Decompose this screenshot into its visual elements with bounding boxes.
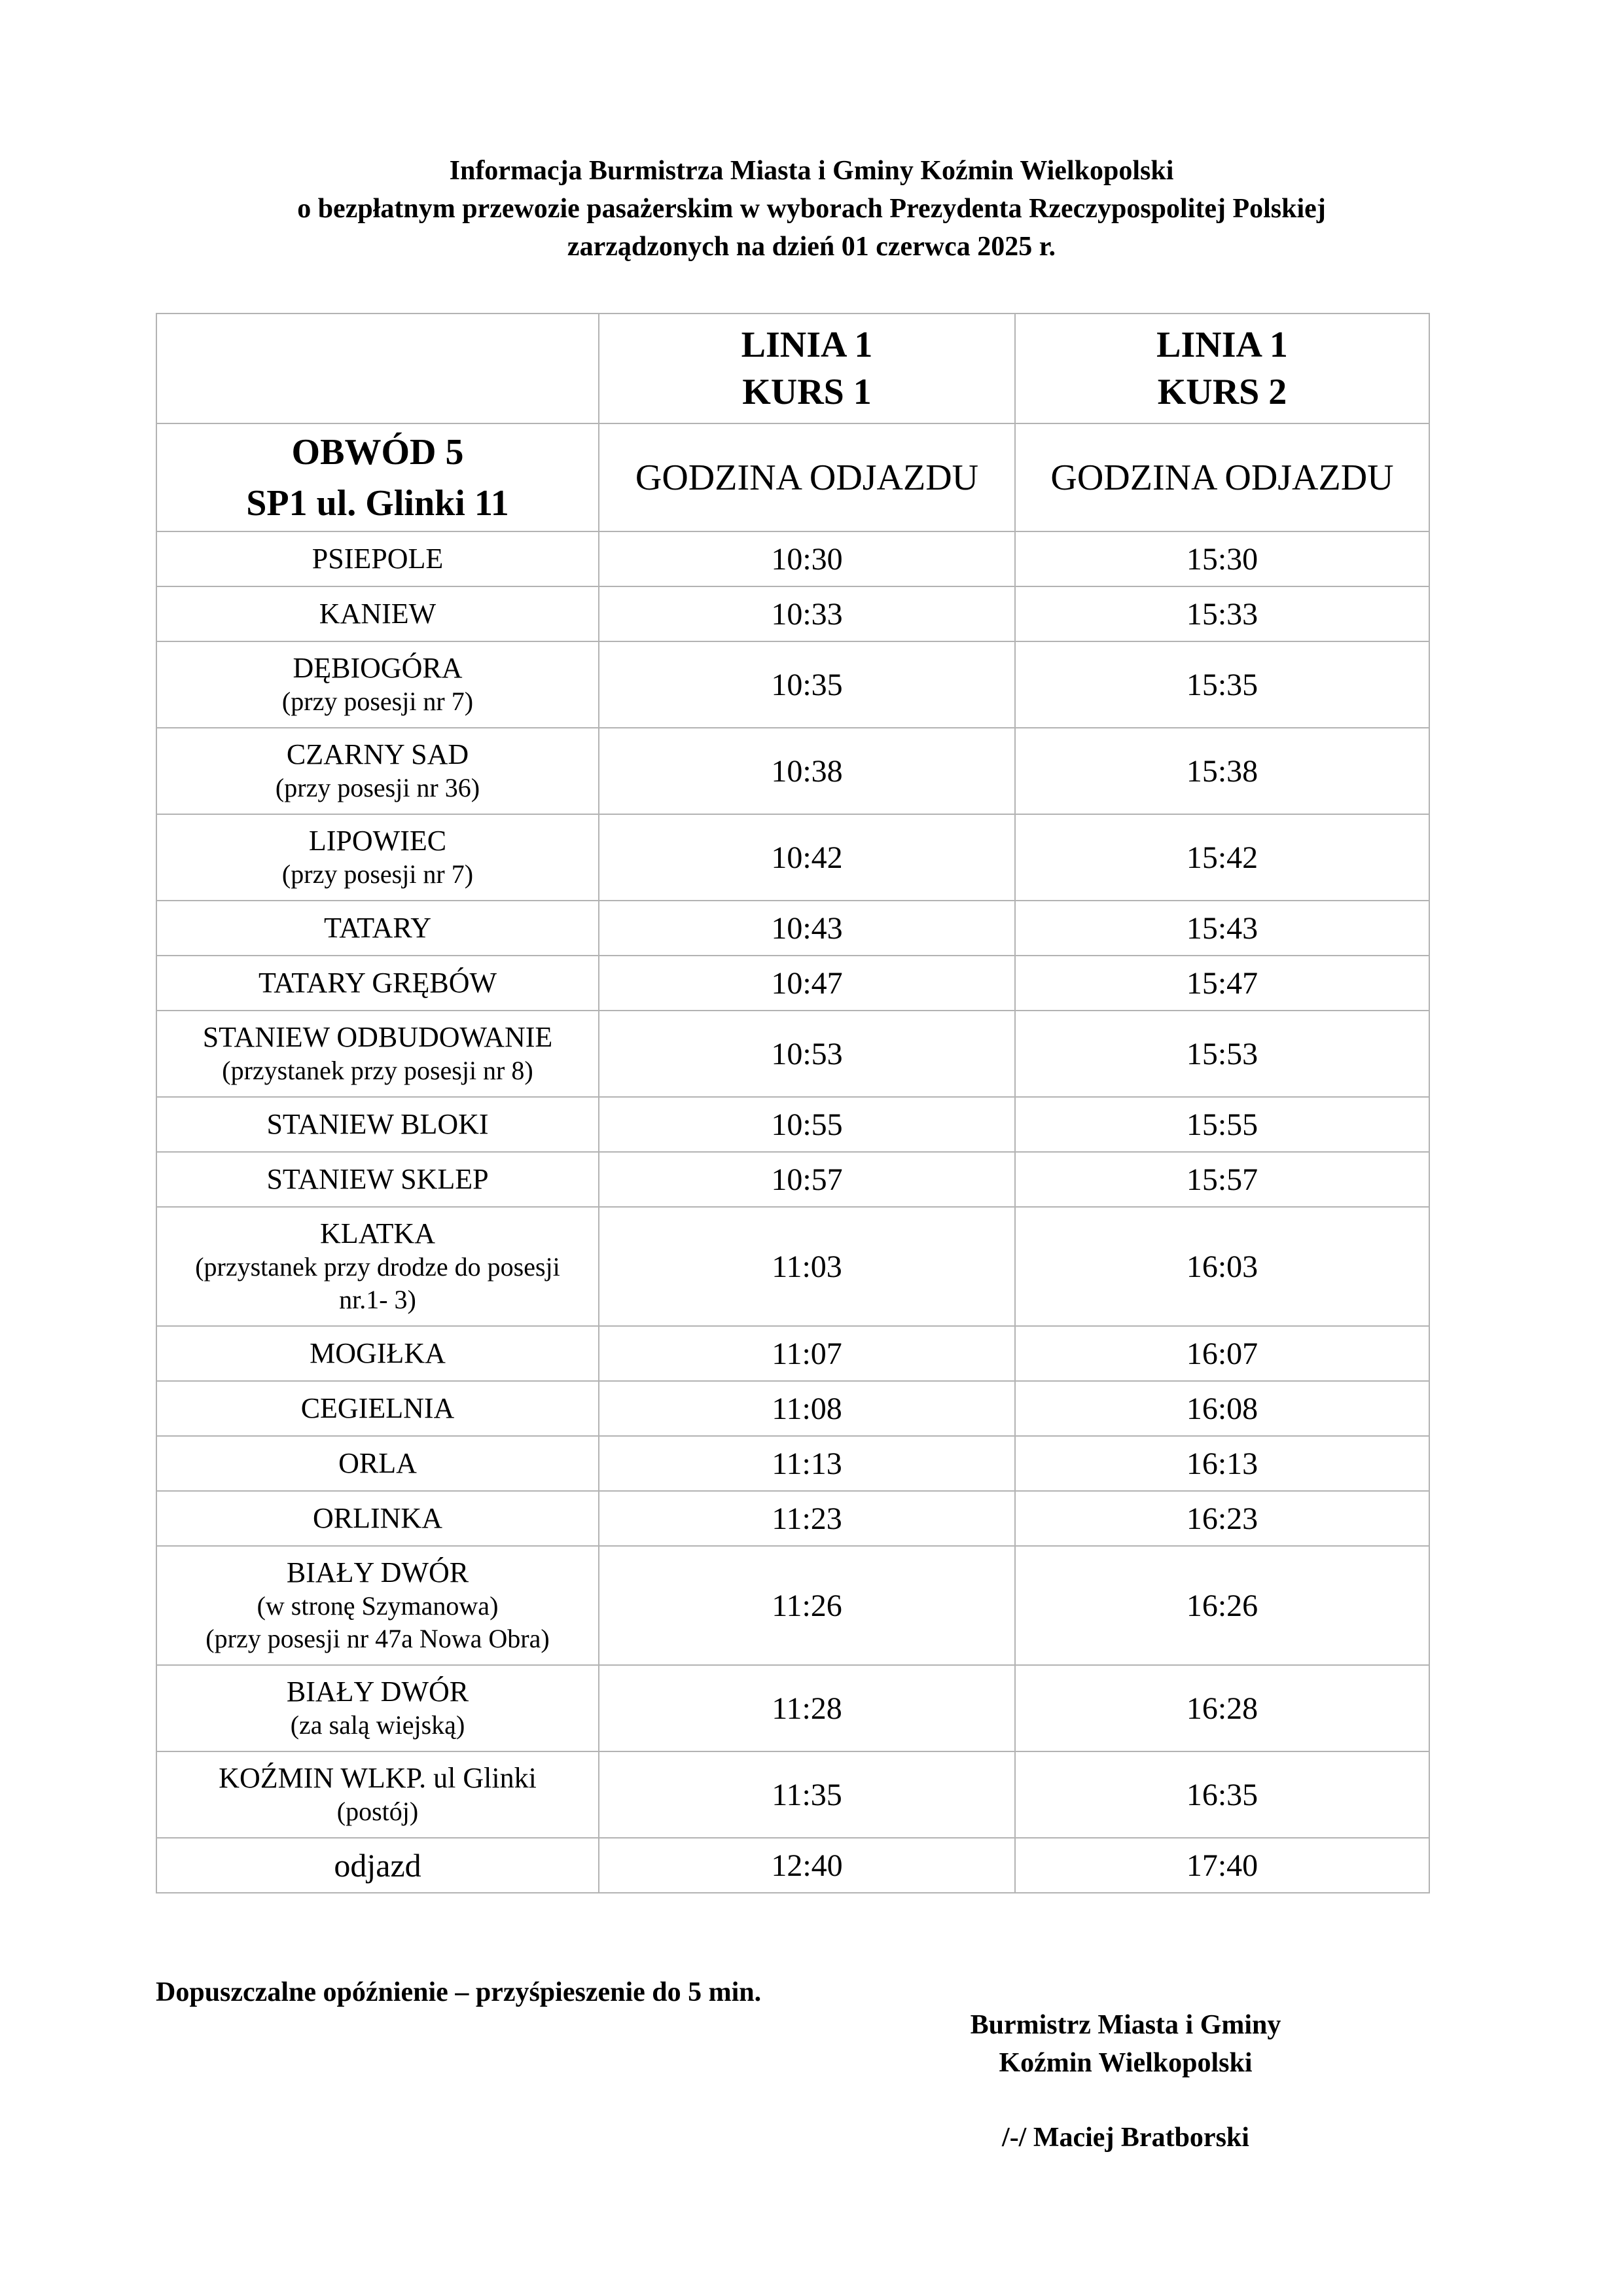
- departure-time-kurs-2: 16:13: [1015, 1436, 1429, 1491]
- stop-name: PSIEPOLE: [312, 543, 444, 575]
- table-row: [156, 1207, 1429, 1326]
- delay-note: Dopuszczalne opóźnienie – przyśpieszenie do 5 min.: [156, 1977, 762, 2007]
- stop-cell: [156, 1326, 599, 1381]
- stop-name: DĘBIOGÓRA: [293, 652, 463, 684]
- departure-time-kurs-1: 11:03: [599, 1207, 1015, 1326]
- table-row: [156, 1097, 1429, 1152]
- table-row: [156, 531, 1429, 586]
- stop-detail: nr.1- 3): [339, 1285, 416, 1314]
- departure-time-kurs-1: 11:28: [599, 1665, 1015, 1751]
- departure-time-kurs-1: 10:38: [599, 728, 1015, 814]
- stop-detail: (postój): [336, 1797, 419, 1826]
- stop-cell: [156, 814, 599, 901]
- table-row: [156, 1751, 1429, 1838]
- obwod-label: OBWÓD 5: [291, 431, 464, 473]
- departure-time-kurs-2: 15:38: [1015, 728, 1429, 814]
- signature-block: [903, 2006, 1348, 2157]
- table-header-row: [156, 314, 1429, 423]
- table-row: [156, 901, 1429, 956]
- signature-title-1: Burmistrz Miasta i Gminy: [970, 2010, 1281, 2040]
- table-subheader-row: [156, 423, 1429, 531]
- schedule-table: [156, 313, 1430, 1893]
- stop-cell: [156, 1011, 599, 1097]
- stop-cell: [156, 1436, 599, 1491]
- departure-time-kurs-2: 15:53: [1015, 1011, 1429, 1097]
- departure-time-kurs-1: 10:53: [599, 1011, 1015, 1097]
- stop-cell: [156, 641, 599, 728]
- header-line-2: o bezpłatnym przewozie pasażerskim w wyborach Prezydenta Rzeczypospolitej Polskiej: [297, 194, 1326, 224]
- departure-time-kurs-2: 16:26: [1015, 1546, 1429, 1665]
- stop-name: CZARNY SAD: [286, 738, 469, 770]
- departure-time-kurs-1: 10:55: [599, 1097, 1015, 1152]
- departure-time-kurs-2: 16:28: [1015, 1665, 1429, 1751]
- departure-time-kurs-1: 10:47: [599, 956, 1015, 1011]
- column-header-kurs: KURS 2: [1157, 372, 1287, 412]
- stop-detail: (przystanek przy drodze do posesji: [195, 1252, 560, 1282]
- stop-cell: [156, 1665, 599, 1751]
- table-row: [156, 814, 1429, 901]
- table-row: [156, 1381, 1429, 1436]
- departure-time-kurs-1: 11:35: [599, 1751, 1015, 1838]
- table-row: [156, 1011, 1429, 1097]
- godzina-header-kurs-2: GODZINA ODJAZDU: [1015, 423, 1429, 531]
- departure-time-kurs-1: 10:43: [599, 901, 1015, 956]
- departure-time-kurs-1: 11:08: [599, 1381, 1015, 1436]
- table-row: [156, 1838, 1429, 1893]
- departure-time-kurs-2: 15:42: [1015, 814, 1429, 901]
- departure-time-kurs-1: 10:42: [599, 814, 1015, 901]
- table-row: [156, 1152, 1429, 1207]
- column-header-kurs-1: [599, 314, 1015, 423]
- stop-name: TATARY: [323, 912, 432, 944]
- stop-name: BIAŁY DWÓR: [286, 1676, 469, 1708]
- stop-detail: (przy posesji nr 47a Nowa Obra): [205, 1624, 550, 1653]
- stop-name: MOGIŁKA: [310, 1337, 446, 1369]
- departure-time-kurs-2: 15:57: [1015, 1152, 1429, 1207]
- stop-cell: [156, 728, 599, 814]
- stop-name: LIPOWIEC: [308, 825, 447, 857]
- stop-cell: [156, 956, 599, 1011]
- departure-time-kurs-2: 16:07: [1015, 1326, 1429, 1381]
- departure-time-kurs-2: 17:40: [1015, 1838, 1429, 1893]
- table-row: [156, 728, 1429, 814]
- departure-time-kurs-2: 16:08: [1015, 1381, 1429, 1436]
- empty-header-cell: [156, 314, 599, 423]
- stop-name: odjazd: [334, 1847, 421, 1884]
- table-row: [156, 956, 1429, 1011]
- column-header-kurs-2: [1015, 314, 1429, 423]
- departure-time-kurs-1: 10:33: [599, 586, 1015, 641]
- departure-time-kurs-2: 16:03: [1015, 1207, 1429, 1326]
- departure-time-kurs-2: 15:33: [1015, 586, 1429, 641]
- table-row: [156, 1665, 1429, 1751]
- stop-name: STANIEW SKLEP: [266, 1163, 489, 1195]
- stop-cell: [156, 586, 599, 641]
- stop-cell: [156, 1751, 599, 1838]
- stop-name: STANIEW BLOKI: [266, 1108, 489, 1140]
- stop-name: ORLINKA: [313, 1502, 442, 1534]
- stop-cell: [156, 1838, 599, 1893]
- departure-time-kurs-2: 15:43: [1015, 901, 1429, 956]
- stop-detail: (w stronę Szymanowa): [257, 1591, 499, 1621]
- departure-time-kurs-2: 15:55: [1015, 1097, 1429, 1152]
- table-row: [156, 1326, 1429, 1381]
- table-row: [156, 641, 1429, 728]
- column-header-kurs: KURS 1: [742, 372, 872, 412]
- departure-time-kurs-2: 15:30: [1015, 531, 1429, 586]
- stop-name: TATARY GRĘBÓW: [258, 967, 497, 999]
- stop-name: CEGIELNIA: [300, 1392, 455, 1424]
- stop-name: KOŹMIN WLKP. ul Glinki: [219, 1762, 537, 1794]
- departure-time-kurs-1: 11:07: [599, 1326, 1015, 1381]
- stop-detail: (za salą wiejską): [290, 1710, 465, 1740]
- departure-time-kurs-1: 11:26: [599, 1546, 1015, 1665]
- table-row: [156, 1491, 1429, 1546]
- departure-time-kurs-1: 10:30: [599, 531, 1015, 586]
- stop-cell: [156, 531, 599, 586]
- stop-cell: [156, 1546, 599, 1665]
- godzina-header-kurs-1: GODZINA ODJAZDU: [599, 423, 1015, 531]
- document-header: [0, 152, 1623, 266]
- stop-detail: (przy posesji nr 36): [275, 773, 480, 802]
- stop-detail: (przy posesji nr 7): [281, 859, 474, 889]
- departure-time-kurs-1: 10:57: [599, 1152, 1015, 1207]
- departure-time-kurs-2: 16:23: [1015, 1491, 1429, 1546]
- stop-detail: (przy posesji nr 7): [281, 687, 474, 716]
- header-line-3: zarządzonych na dzień 01 czerwca 2025 r.: [567, 232, 1056, 262]
- departure-time-kurs-2: 15:35: [1015, 641, 1429, 728]
- stop-cell: [156, 1207, 599, 1326]
- departure-time-kurs-1: 11:23: [599, 1491, 1015, 1546]
- signature-name: /-/ Maciej Bratborski: [1002, 2123, 1249, 2153]
- obwod-cell: [156, 423, 599, 531]
- departure-time-kurs-1: 12:40: [599, 1838, 1015, 1893]
- stop-name: ORLA: [338, 1447, 417, 1479]
- stop-name: KLATKA: [320, 1217, 435, 1249]
- obwod-address: SP1 ul. Glinki 11: [246, 482, 509, 524]
- column-header-line: LINIA 1: [741, 325, 873, 365]
- column-header-line: LINIA 1: [1156, 325, 1288, 365]
- stop-cell: [156, 1491, 599, 1546]
- stop-cell: [156, 1152, 599, 1207]
- stop-name: KANIEW: [319, 598, 437, 630]
- stop-cell: [156, 901, 599, 956]
- stop-name: BIAŁY DWÓR: [286, 1556, 469, 1588]
- header-line-1: Informacja Burmistrza Miasta i Gminy Koźmin Wielkopolski: [449, 156, 1174, 186]
- departure-time-kurs-2: 15:47: [1015, 956, 1429, 1011]
- stop-cell: [156, 1097, 599, 1152]
- stop-name: STANIEW ODBUDOWANIE: [202, 1021, 553, 1053]
- departure-time-kurs-2: 16:35: [1015, 1751, 1429, 1838]
- stop-detail: (przystanek przy posesji nr 8): [222, 1056, 533, 1085]
- departure-time-kurs-1: 11:13: [599, 1436, 1015, 1491]
- table-row: [156, 1546, 1429, 1665]
- table-row: [156, 1436, 1429, 1491]
- signature-title-2: Koźmin Wielkopolski: [999, 2048, 1253, 2078]
- table-row: [156, 586, 1429, 641]
- departure-time-kurs-1: 10:35: [599, 641, 1015, 728]
- stop-cell: [156, 1381, 599, 1436]
